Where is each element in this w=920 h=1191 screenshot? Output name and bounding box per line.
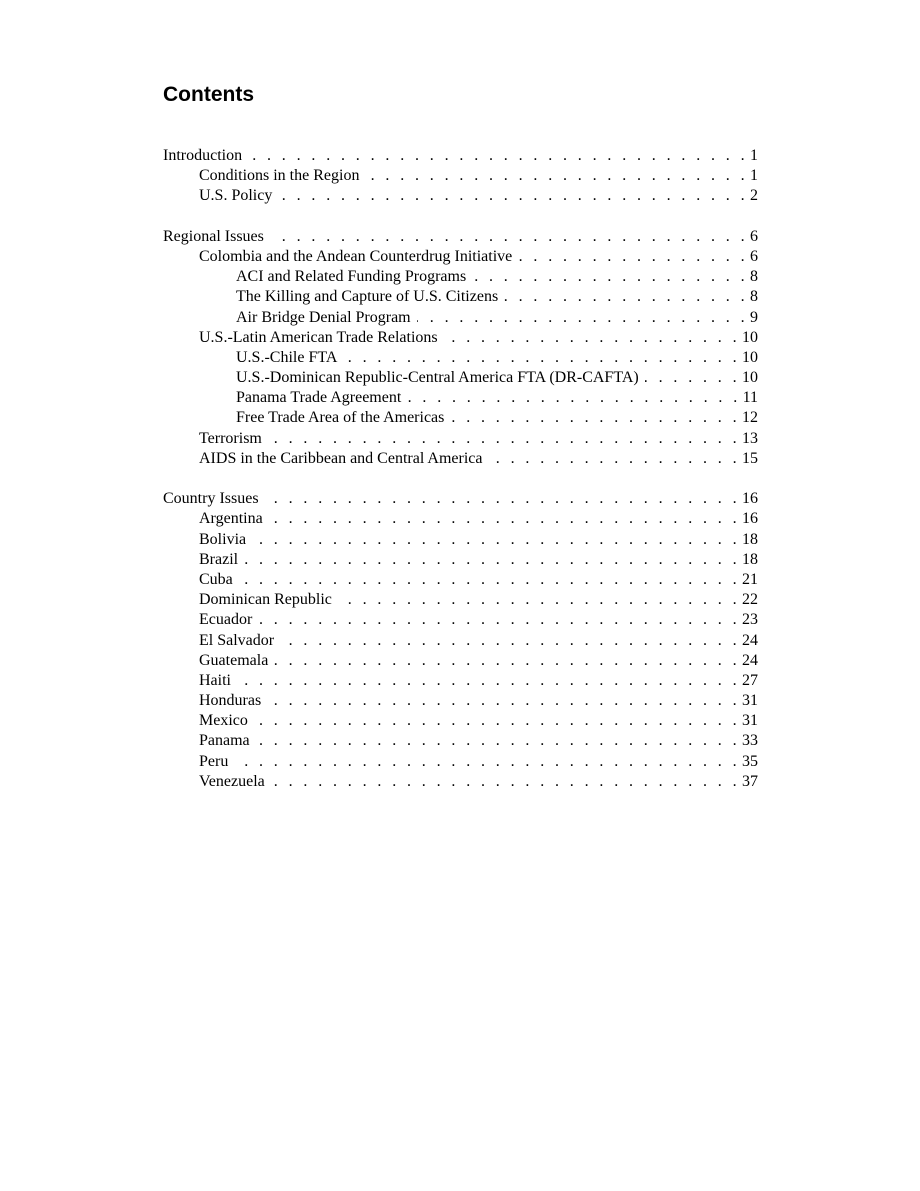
toc-entry[interactable] (163, 610, 758, 630)
toc-entry-label: Air Bridge Denial Program (236, 308, 411, 326)
toc-entry-page-number: 18 (742, 530, 758, 548)
toc-entry-page-number: 16 (742, 490, 758, 508)
toc-entry-label: ACI and Related Funding Programs (236, 268, 467, 286)
toc-entry-label: Venezuela (199, 772, 265, 790)
dot-leader (365, 166, 748, 186)
toc-entry-page-number: 10 (742, 348, 758, 366)
toc-entry[interactable] (163, 328, 758, 348)
toc-entry[interactable] (163, 631, 758, 651)
dot-leader (444, 328, 740, 348)
dot-leader (407, 388, 740, 408)
toc-entry-label: Dominican Republic (199, 591, 332, 609)
toc-entry[interactable] (163, 166, 758, 186)
dot-leader (269, 509, 740, 529)
toc-entry-page-number: 24 (742, 651, 758, 669)
toc-entry[interactable] (163, 772, 758, 792)
dot-leader (280, 631, 740, 651)
toc-entry-label: Panama (199, 732, 250, 750)
dot-leader (417, 308, 748, 328)
toc-entry[interactable] (163, 691, 758, 711)
toc-entry-label: The Killing and Capture of U.S. Citizens (236, 288, 499, 306)
toc-entry-page-number: 2 (750, 187, 758, 205)
toc-entry[interactable] (163, 388, 758, 408)
toc-entry-page-number: 27 (742, 671, 758, 689)
toc-entry-page-number: 13 (742, 429, 758, 447)
toc-entry-page-number: 12 (742, 409, 758, 427)
dot-leader (252, 530, 740, 550)
toc-entry-page-number: 16 (742, 510, 758, 528)
dot-leader (338, 590, 740, 610)
dot-leader (278, 186, 748, 206)
toc-entry-page-number: 10 (742, 328, 758, 346)
dot-leader (450, 408, 740, 428)
toc-entry[interactable] (163, 408, 758, 428)
toc-entry-label: U.S.-Chile FTA (236, 348, 338, 366)
toc-entry-page-number: 31 (742, 692, 758, 710)
toc-entry-page-number: 31 (742, 712, 758, 730)
toc-entry-label: U.S. Policy (199, 187, 273, 205)
dot-leader (270, 227, 748, 247)
toc-entry[interactable] (163, 308, 758, 328)
toc-entry[interactable] (163, 146, 758, 166)
toc-entry[interactable] (163, 186, 758, 206)
dot-leader (254, 711, 740, 731)
toc-entry-label: Argentina (199, 510, 263, 528)
dot-leader (244, 550, 740, 570)
toc-entry-label: U.S.-Latin American Trade Relations (199, 328, 438, 346)
toc-entry-page-number: 35 (742, 752, 758, 770)
toc-entry-page-number: 8 (750, 268, 758, 286)
dot-leader (234, 752, 740, 772)
page-title: Contents (163, 83, 254, 106)
toc-section (163, 146, 758, 207)
toc-entry-page-number: 21 (742, 570, 758, 588)
toc-entry[interactable] (163, 590, 758, 610)
toc-entry[interactable] (163, 671, 758, 691)
table-of-contents (163, 146, 758, 812)
toc-entry-page-number: 9 (750, 308, 758, 326)
toc-entry[interactable] (163, 711, 758, 731)
toc-entry[interactable] (163, 550, 758, 570)
toc-entry-label: Colombia and the Andean Counterdrug Initiative (199, 247, 513, 265)
toc-entry-label: Conditions in the Region (199, 167, 360, 185)
toc-entry-label: Haiti (199, 671, 231, 689)
toc-entry-page-number: 10 (742, 369, 758, 387)
toc-entry[interactable] (163, 731, 758, 751)
toc-entry[interactable] (163, 530, 758, 550)
dot-leader (268, 429, 740, 449)
dot-leader (343, 348, 740, 368)
toc-entry-label: Cuba (199, 570, 233, 588)
toc-entry-label: Introduction (163, 147, 243, 164)
dot-leader (265, 489, 740, 509)
toc-entry-label: U.S.-Dominican Republic-Central America FTA (DR-CAFTA) (236, 369, 639, 387)
toc-entry-page-number: 11 (742, 389, 758, 407)
toc-entry[interactable] (163, 227, 758, 247)
dot-leader (256, 731, 740, 751)
dot-leader (271, 772, 740, 792)
toc-entry-label: Ecuador (199, 611, 253, 629)
dot-leader (267, 691, 740, 711)
toc-entry-page-number: 1 (750, 167, 758, 185)
toc-entry-label: Mexico (199, 712, 248, 730)
toc-entry[interactable] (163, 348, 758, 368)
toc-entry-label: Country Issues (163, 490, 259, 508)
toc-entry-page-number: 24 (742, 631, 758, 649)
dot-leader (248, 146, 748, 166)
toc-entry-label: Terrorism (199, 429, 262, 447)
toc-entry-page-number: 37 (742, 772, 758, 790)
toc-entry[interactable] (163, 489, 758, 509)
dot-leader (237, 671, 740, 691)
toc-entry-label: Free Trade Area of the Americas (236, 409, 445, 427)
toc-entry[interactable] (163, 752, 758, 772)
toc-entry[interactable] (163, 368, 758, 388)
toc-entry[interactable] (163, 267, 758, 287)
toc-entry-label: AIDS in the Caribbean and Central America (199, 449, 483, 467)
dot-leader (472, 267, 748, 287)
dot-leader (274, 651, 740, 671)
toc-entry[interactable] (163, 287, 758, 307)
toc-entry[interactable] (163, 651, 758, 671)
toc-entry-page-number: 22 (742, 591, 758, 609)
toc-entry-label: Bolivia (199, 530, 247, 548)
dot-leader (239, 570, 740, 590)
toc-section (163, 489, 758, 792)
toc-entry-label: Panama Trade Agreement (236, 389, 402, 407)
dot-leader (258, 610, 740, 630)
toc-entry-label: Brazil (199, 550, 239, 568)
toc-entry[interactable] (163, 509, 758, 529)
toc-entry-label: Guatemala (199, 651, 269, 669)
toc-entry-label: Peru (199, 752, 229, 770)
toc-entry-page-number: 15 (742, 449, 758, 467)
toc-entry-page-number: 33 (742, 732, 758, 750)
toc-entry-page-number: 23 (742, 611, 758, 629)
toc-entry-page-number: 1 (750, 147, 758, 164)
toc-entry-page-number: 8 (750, 288, 758, 306)
toc-entry-page-number: 6 (750, 247, 758, 265)
toc-entry-label: Regional Issues (163, 227, 264, 245)
toc-entry-label: Honduras (199, 692, 262, 710)
dot-leader (518, 247, 748, 267)
toc-section (163, 227, 758, 469)
dot-leader (488, 449, 740, 469)
toc-entry[interactable] (163, 570, 758, 590)
dot-leader (645, 368, 740, 388)
toc-entry-page-number: 18 (742, 550, 758, 568)
dot-leader (504, 287, 748, 307)
toc-entry[interactable] (163, 449, 758, 469)
toc-entry[interactable] (163, 247, 758, 267)
toc-entry-label: El Salvador (199, 631, 275, 649)
toc-entry-page-number: 6 (750, 227, 758, 245)
toc-entry[interactable] (163, 429, 758, 449)
